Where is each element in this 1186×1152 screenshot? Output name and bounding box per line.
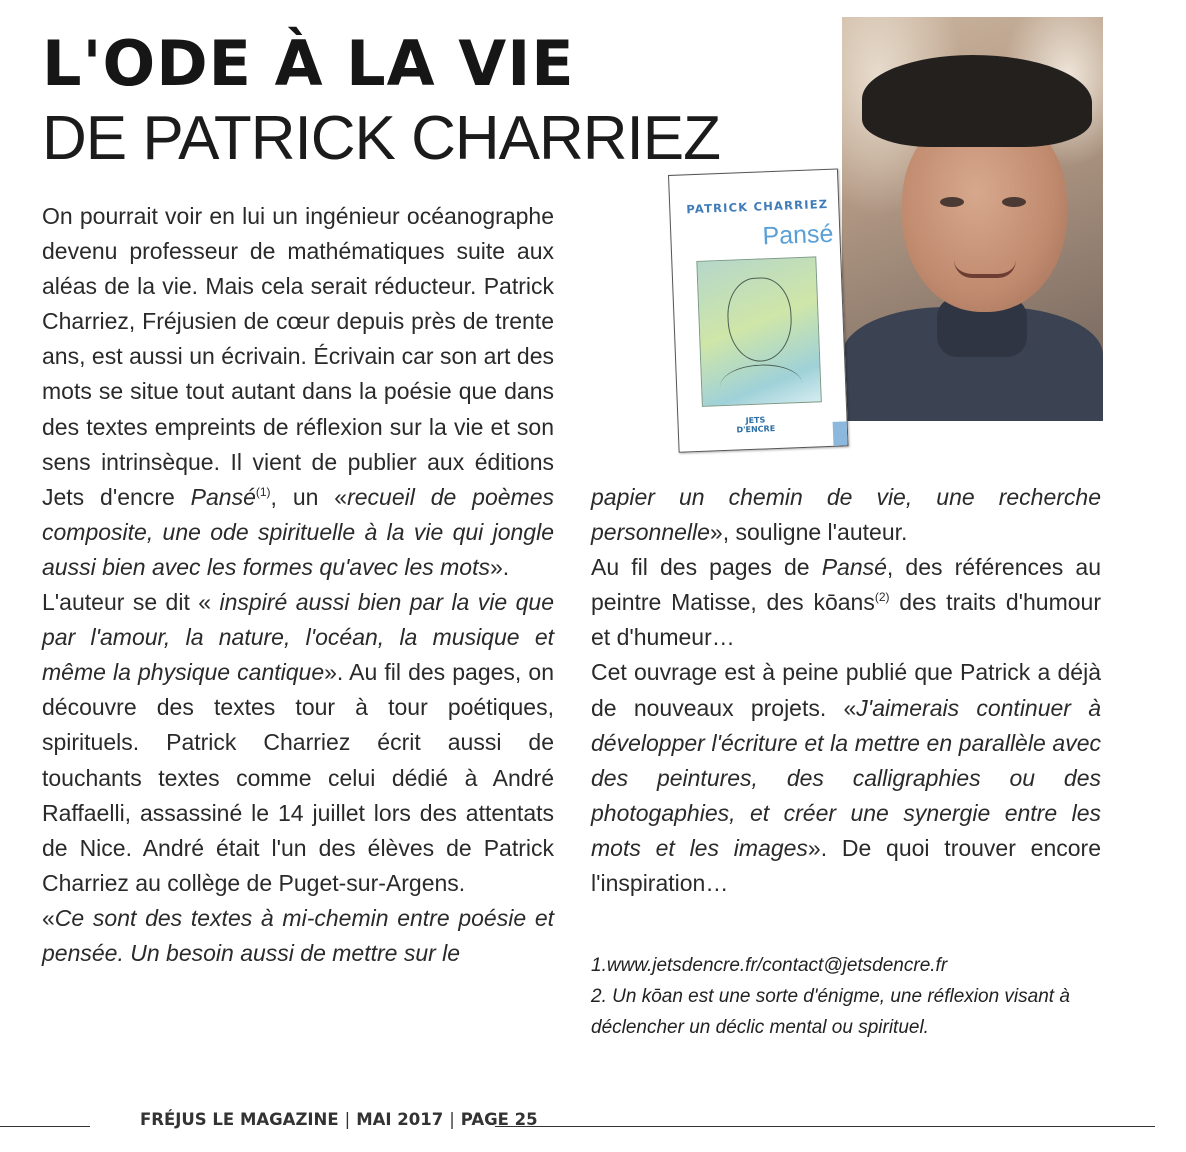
article-title-line-2: DE PATRICK CHARRIEZ bbox=[42, 104, 720, 173]
page-footer bbox=[140, 1110, 538, 1129]
article-column-right bbox=[591, 480, 1101, 901]
book-cover-artwork bbox=[696, 256, 822, 406]
footnote-2: 2. Un kōan est une sorte d'énigme, une réflexion visant à déclencher un déclic mental ou spirituel. bbox=[591, 986, 1070, 1038]
footer-issue: MAI 2017 bbox=[356, 1110, 444, 1129]
footnote-1: 1.www.jetsdencre.fr/contact@jetsdencre.fr bbox=[591, 955, 948, 976]
paragraph-1: On pourrait voir en lui un ingénieur océanographe devenu professeur de mathématiques suite aux aléas de la vie. Mais cela serait réducteur. Patrick Charriez, Fréjusien de cœur depuis près de trente ans, est aussi un écrivain. Écrivain car son art des mots se situe tout autant dans la poésie que dans des textes empreints de réflexion sur la vie et son sens intrinsèque. Il vient de publier aux éditions Jets d'encre Pansé$^{(1)}$, un «recueil de poèmes composite, une ode spirituelle à la vie qui jongle aussi bien avec les formes qu'avec les mots». bbox=[42, 203, 554, 580]
footer-rule-left bbox=[0, 1126, 90, 1127]
paragraph-4: Au fil des pages de Pansé, des références au peintre Matisse, des kōans$^{(2)}$ des traits d'humour et d'humeur… bbox=[591, 554, 1101, 651]
paragraph-5: Cet ouvrage est à peine publié que Patrick a déjà de nouveaux projets. «J'aimerais continuer à développer l'écriture et la mettre en parallèle avec des peintures, des calligraphies ou des photogaphies, et créer une synergie entre les mots et les images». De quoi trouver encore l'inspiration… bbox=[591, 659, 1102, 897]
paragraph-3-start: «Ce sont des textes à mi-chemin entre poésie et pensée. Un besoin aussi de mettre sur le bbox=[42, 904, 554, 966]
article-title-line-1: L'ODE À LA VIE bbox=[42, 27, 575, 100]
footer-page-number: PAGE 25 bbox=[460, 1110, 538, 1129]
footer-separator: | bbox=[344, 1110, 351, 1129]
book-cover-image bbox=[668, 168, 849, 452]
footer-rule-right bbox=[495, 1126, 1155, 1127]
footnotes bbox=[591, 950, 1111, 1043]
author-photo bbox=[842, 17, 1103, 421]
footer-separator: | bbox=[449, 1110, 455, 1129]
paragraph-3-end: papier un chemin de vie, une recherche personnelle», souligne l'auteur. bbox=[591, 484, 1101, 546]
footer-magazine-name: FRÉJUS LE MAGAZINE bbox=[140, 1110, 339, 1129]
paragraph-2: L'auteur se dit « inspiré aussi bien par la vie que par l'amour, la nature, l'océan, la musique et même la physique cantique». Au fil des pages, on découvre des textes tour à tour poétiques, spirituels. Patrick Charriez écrit aussi de touchants textes comme celui dédié à André Raffaelli, assassiné le 14 juillet lors des attentats de Nice. André était l'un des élèves de Patrick Charriez au collège de Puget-sur-Argens. bbox=[42, 589, 554, 896]
book-cover-author: PATRICK CHARRIEZ bbox=[686, 196, 829, 217]
article-column-left bbox=[42, 199, 554, 971]
book-cover-title: Pansé bbox=[761, 219, 834, 251]
publisher-logo: JETS D'ENCRE bbox=[736, 415, 776, 435]
book-spine bbox=[833, 421, 848, 446]
